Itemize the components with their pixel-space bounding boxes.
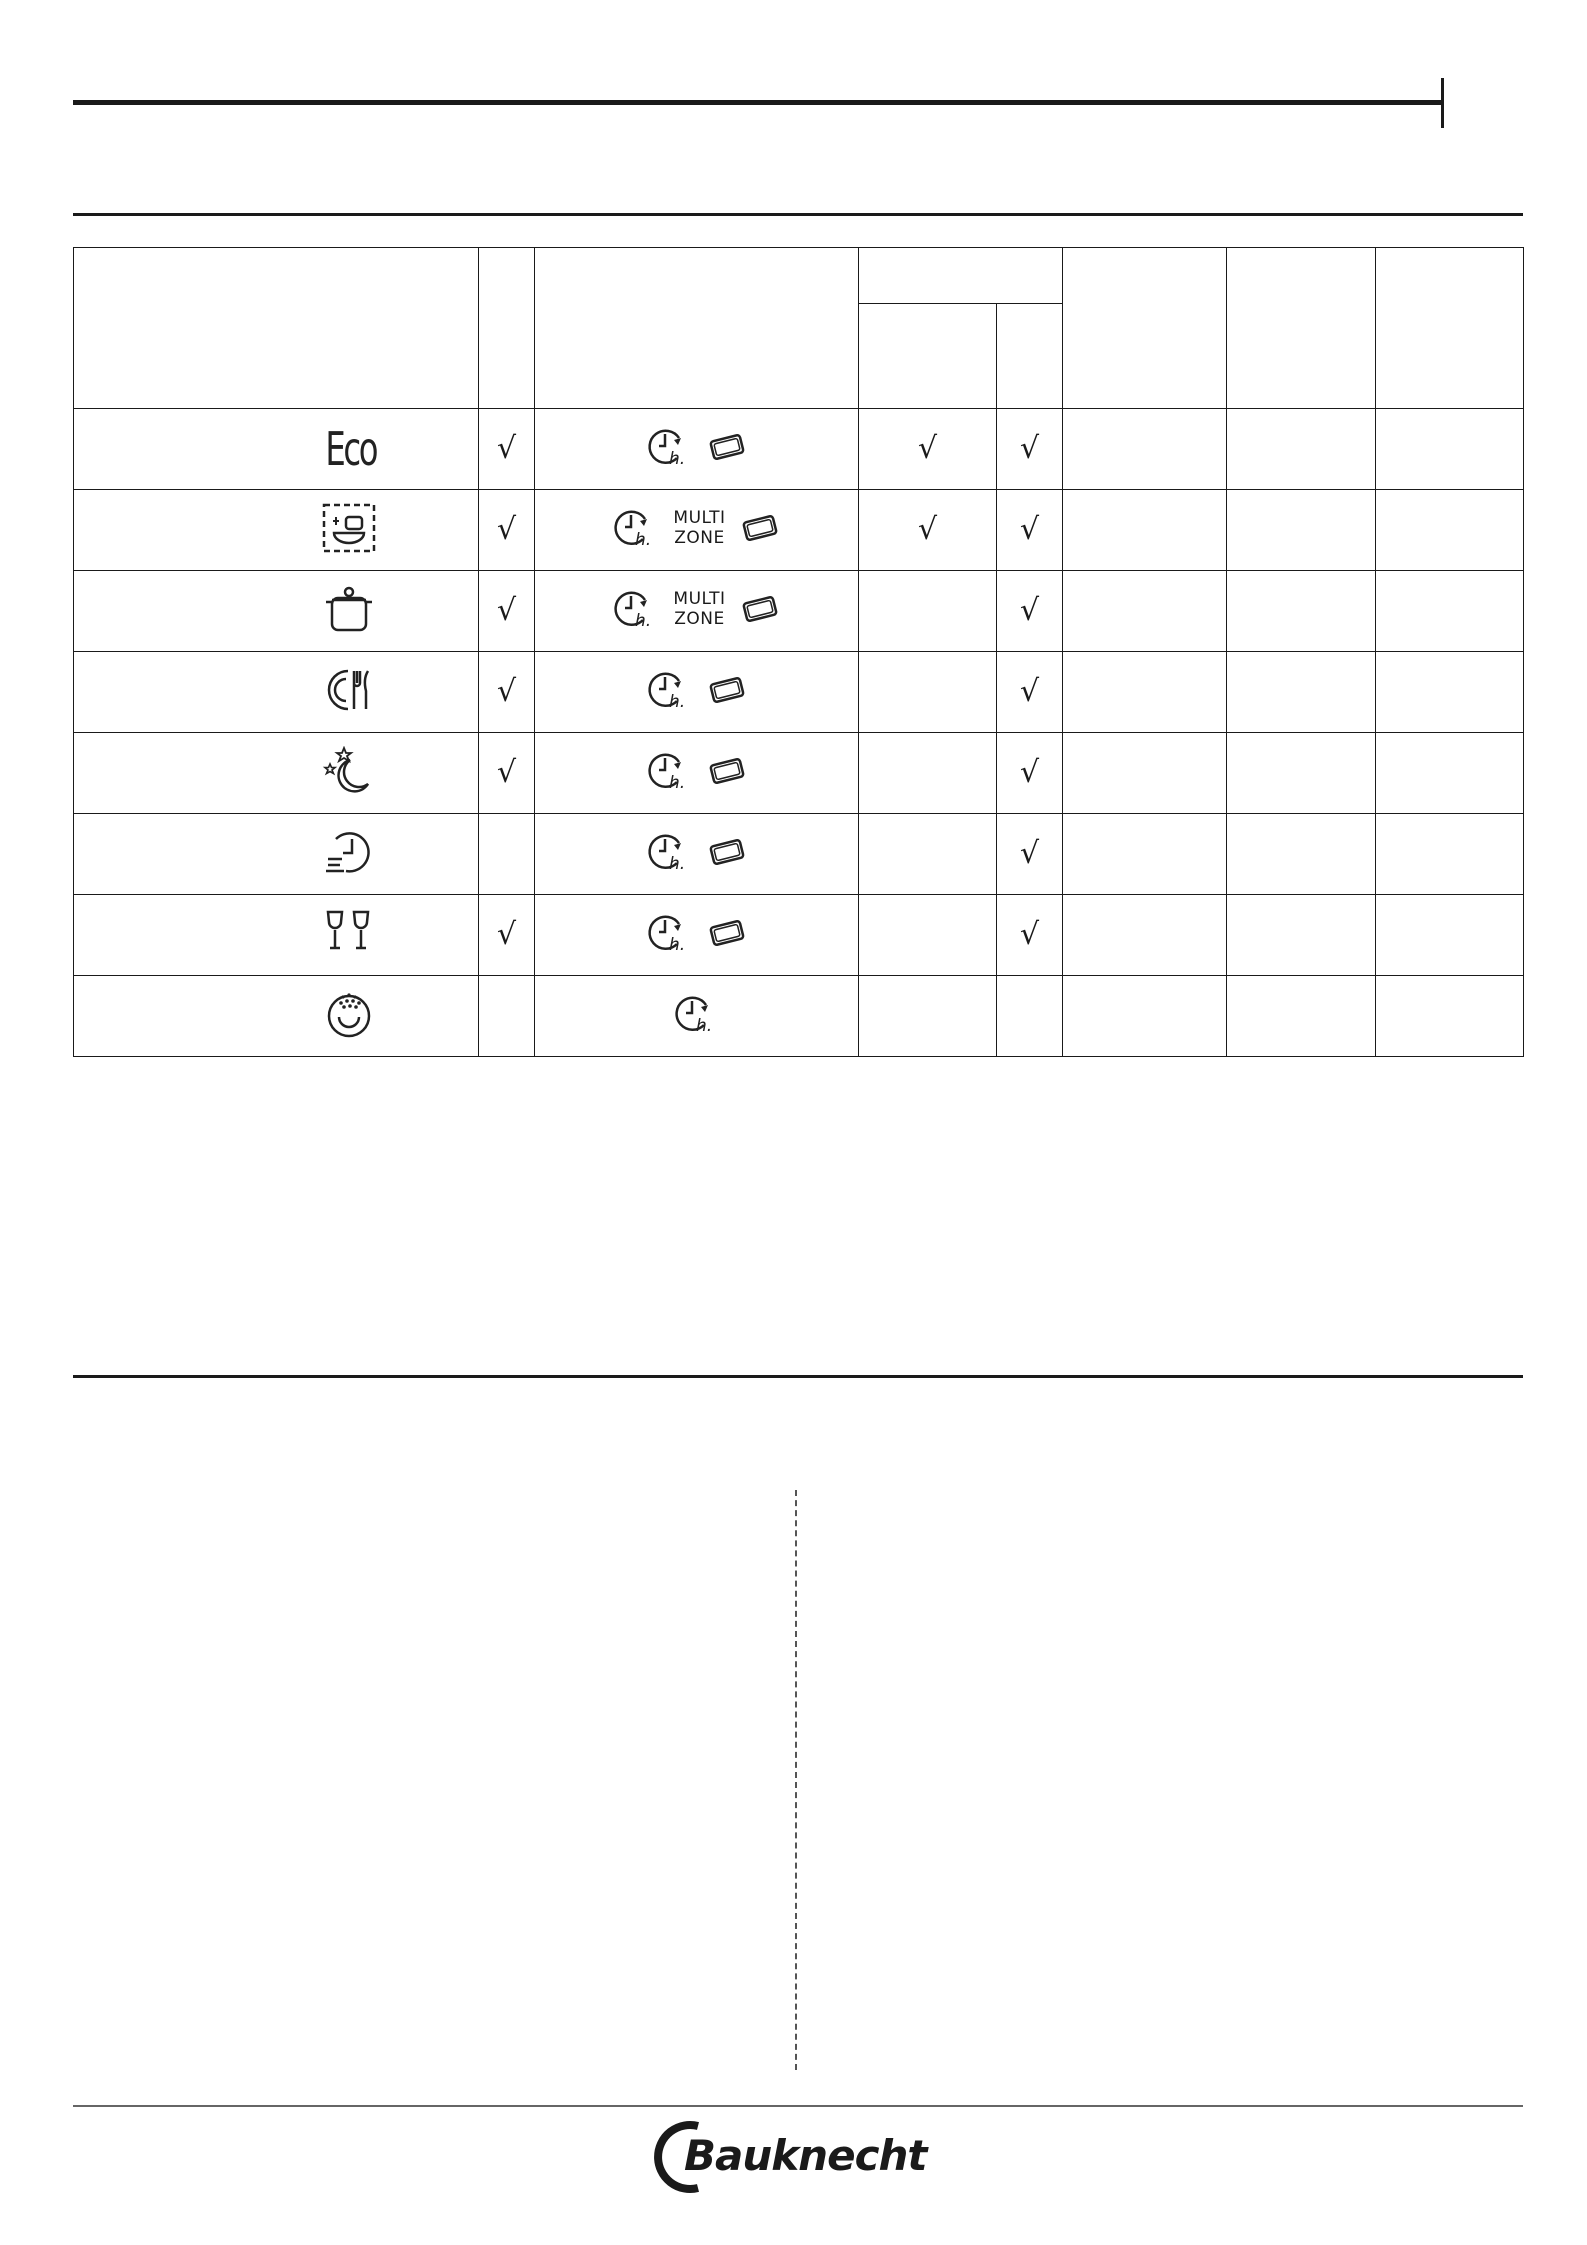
col-d-cell — [997, 409, 1063, 490]
col-d-cell — [997, 976, 1063, 1057]
col-c-cell — [859, 733, 997, 814]
header-col-g — [1376, 248, 1524, 409]
header-group — [859, 248, 1063, 304]
col-c-cell — [859, 490, 997, 571]
options-cell — [535, 409, 859, 490]
multizone-line1: MULTI — [673, 507, 726, 528]
svg-text:h.: h. — [668, 448, 685, 468]
check-mark: √ — [917, 512, 938, 547]
check-mark: √ — [496, 674, 517, 709]
program-icon-cell — [74, 652, 479, 733]
check-mark: √ — [496, 755, 517, 790]
table-row — [74, 409, 1524, 490]
multizone-label — [673, 589, 725, 629]
table-row — [74, 652, 1524, 733]
table-row — [74, 733, 1524, 814]
program-icon-cell — [74, 571, 479, 652]
col-g-cell — [1376, 733, 1524, 814]
col-c-cell — [859, 976, 997, 1057]
col-e-cell — [1063, 409, 1227, 490]
brand-name: Bauknecht — [684, 2131, 927, 2180]
header-col-c — [859, 304, 997, 409]
col-e-cell — [1063, 976, 1227, 1057]
tablet-icon — [707, 432, 747, 462]
col-c-cell — [859, 409, 997, 490]
section-rule-2 — [73, 1375, 1523, 1378]
tablet-icon — [707, 837, 747, 867]
intensive-icon — [322, 503, 376, 553]
col-a-cell — [479, 490, 535, 571]
table-row — [74, 571, 1524, 652]
table-row — [74, 814, 1524, 895]
svg-text:h.: h. — [635, 610, 652, 630]
table-row — [74, 976, 1524, 1057]
program-table — [73, 247, 1524, 1057]
multizone-line1: MULTI — [673, 588, 726, 609]
col-f-cell — [1227, 895, 1376, 976]
col-f-cell — [1227, 814, 1376, 895]
program-icon-cell — [74, 409, 479, 490]
col-a-cell — [479, 652, 535, 733]
delay-start-icon — [647, 750, 693, 792]
col-f-cell — [1227, 976, 1376, 1057]
options-cell — [535, 895, 859, 976]
col-e-cell — [1063, 652, 1227, 733]
col-d-cell — [997, 895, 1063, 976]
quick-wash-icon — [322, 827, 376, 877]
multizone-line2: ZONE — [674, 608, 725, 629]
program-icon-cell — [74, 814, 479, 895]
options-cell — [535, 976, 859, 1057]
tablet-icon — [707, 918, 747, 948]
col-d-cell — [997, 733, 1063, 814]
options-cell — [535, 571, 859, 652]
col-a-cell — [479, 895, 535, 976]
delay-start-icon — [647, 912, 693, 954]
check-mark: √ — [1019, 755, 1040, 790]
tablet-icon — [707, 675, 747, 705]
col-e-cell — [1063, 814, 1227, 895]
check-mark: √ — [496, 917, 517, 952]
svg-text:h.: h. — [668, 934, 685, 954]
col-g-cell — [1376, 571, 1524, 652]
svg-text:h.: h. — [668, 691, 685, 711]
check-mark: √ — [917, 431, 938, 466]
col-a-cell — [479, 571, 535, 652]
multizone-label — [673, 508, 725, 548]
col-d-cell — [997, 652, 1063, 733]
tablet-icon — [707, 756, 747, 786]
header-col-f — [1227, 248, 1376, 409]
col-e-cell — [1063, 733, 1227, 814]
header-col-e — [1063, 248, 1227, 409]
check-mark: √ — [1019, 836, 1040, 871]
check-mark: √ — [1019, 593, 1040, 628]
svg-text:h.: h. — [668, 772, 685, 792]
options-cell — [535, 814, 859, 895]
table-header-row — [74, 248, 1524, 304]
header-program — [74, 248, 479, 409]
delay-start-icon — [674, 993, 720, 1035]
col-e-cell — [1063, 490, 1227, 571]
options-cell — [535, 733, 859, 814]
delay-start-icon — [613, 507, 659, 549]
svg-text:h.: h. — [668, 853, 685, 873]
section-rule-1 — [73, 213, 1523, 216]
check-mark: √ — [1019, 512, 1040, 547]
col-c-cell — [859, 814, 997, 895]
column-divider — [795, 1490, 797, 2070]
col-c-cell — [859, 895, 997, 976]
col-a-cell — [479, 976, 535, 1057]
top-rule — [73, 100, 1443, 105]
program-icon-cell — [74, 976, 479, 1057]
table-row — [74, 490, 1524, 571]
night-icon — [322, 746, 376, 796]
plate-cutlery-icon — [322, 665, 376, 715]
col-g-cell — [1376, 895, 1524, 976]
col-g-cell — [1376, 490, 1524, 571]
col-f-cell — [1227, 571, 1376, 652]
program-icon-cell — [74, 895, 479, 976]
delay-start-icon — [647, 669, 693, 711]
col-g-cell — [1376, 652, 1524, 733]
brand-logo — [650, 2118, 950, 2194]
check-mark: √ — [1019, 431, 1040, 466]
check-mark: √ — [496, 512, 517, 547]
multizone-line2: ZONE — [674, 527, 725, 548]
header-col-a — [479, 248, 535, 409]
glass-icon — [322, 908, 376, 958]
rinse-icon — [322, 989, 376, 1039]
eco-label: Eco — [325, 422, 376, 476]
check-mark: √ — [496, 431, 517, 466]
check-mark: √ — [496, 593, 517, 628]
options-cell — [535, 652, 859, 733]
col-g-cell — [1376, 976, 1524, 1057]
table-row — [74, 895, 1524, 976]
svg-text:h.: h. — [695, 1015, 712, 1035]
col-d-cell — [997, 814, 1063, 895]
col-e-cell — [1063, 571, 1227, 652]
options-cell — [535, 490, 859, 571]
top-rule-tick — [1441, 78, 1444, 128]
col-a-cell — [479, 733, 535, 814]
col-f-cell — [1227, 652, 1376, 733]
tablet-icon — [740, 594, 780, 624]
program-icon-cell — [74, 490, 479, 571]
col-f-cell — [1227, 409, 1376, 490]
delay-start-icon — [647, 426, 693, 468]
header-options — [535, 248, 859, 409]
program-icon-cell — [74, 733, 479, 814]
col-a-cell — [479, 814, 535, 895]
delay-start-icon — [613, 588, 659, 630]
svg-text:h.: h. — [635, 529, 652, 549]
check-mark: √ — [1019, 917, 1040, 952]
col-g-cell — [1376, 814, 1524, 895]
col-d-cell — [997, 490, 1063, 571]
col-c-cell — [859, 652, 997, 733]
delay-start-icon — [647, 831, 693, 873]
tablet-icon — [740, 513, 780, 543]
footer-rule — [73, 2105, 1523, 2107]
col-d-cell — [997, 571, 1063, 652]
pot-icon — [322, 584, 376, 634]
col-c-cell — [859, 571, 997, 652]
col-f-cell — [1227, 490, 1376, 571]
header-col-d — [997, 304, 1063, 409]
check-mark: √ — [1019, 674, 1040, 709]
col-a-cell — [479, 409, 535, 490]
col-f-cell — [1227, 733, 1376, 814]
col-g-cell — [1376, 409, 1524, 490]
col-e-cell — [1063, 895, 1227, 976]
